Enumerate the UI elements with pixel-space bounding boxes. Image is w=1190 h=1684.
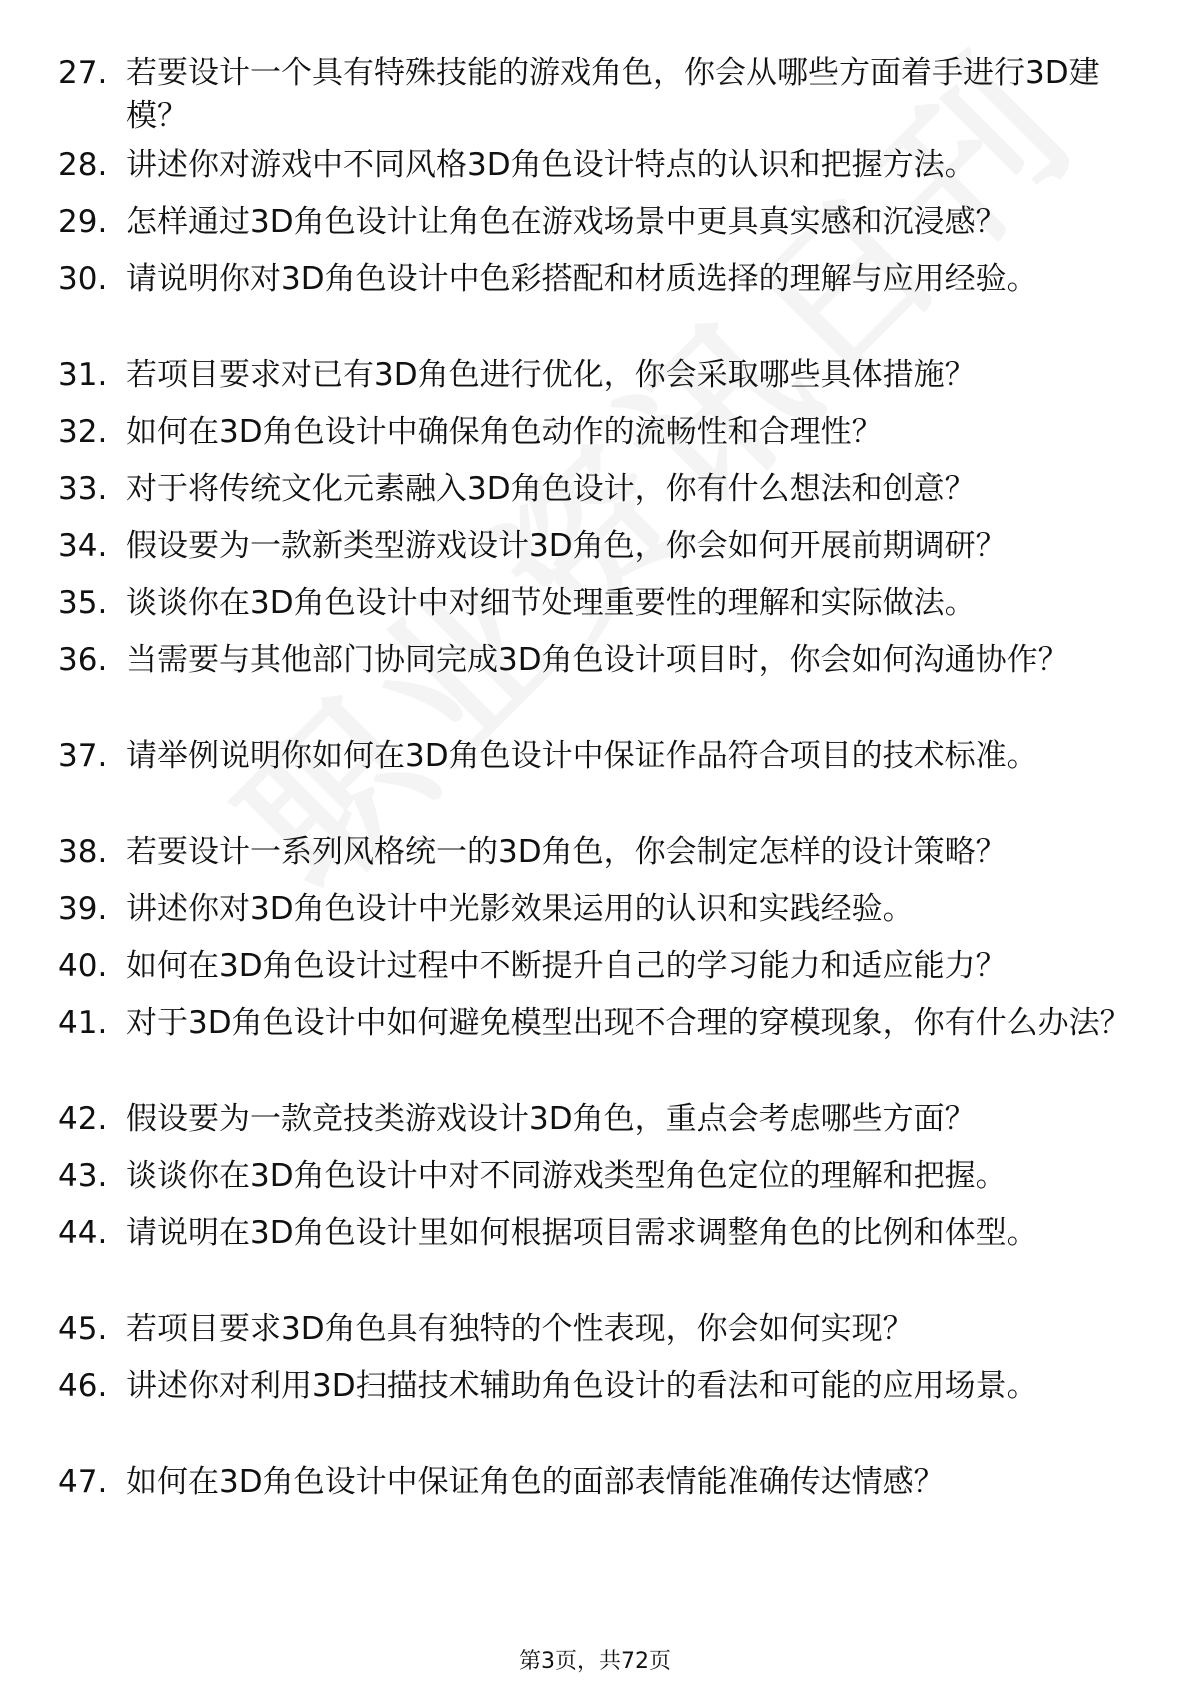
question-text: 若项目要求3D角色具有独特的个性表现，你会如何实现？	[126, 1311, 914, 1347]
question-number: 44.	[58, 1215, 108, 1251]
question-number: 42.	[58, 1101, 108, 1137]
question-text: 对于将传统文化元素融入3D角色设计，你有什么想法和创意？	[126, 471, 976, 507]
question-text: 请说明在3D角色设计里如何根据项目需求调整角色的比例和体型。	[126, 1215, 1038, 1251]
question-text: 如何在3D角色设计中确保角色动作的流畅性和合理性？	[126, 414, 883, 450]
page-footer: 第3页，共72页	[519, 1649, 671, 1674]
question-number: 27.	[58, 55, 108, 91]
question-text: 若项目要求对已有3D角色进行优化，你会采取哪些具体措施？	[126, 357, 976, 393]
question-text: 若要设计一系列风格统一的3D角色，你会制定怎样的设计策略？	[126, 834, 1007, 870]
question-number: 30.	[58, 261, 108, 297]
question-number: 34.	[58, 528, 108, 564]
question-text: 怎样通过3D角色设计让角色在游戏场景中更具真实感和沉浸感？	[126, 204, 1007, 240]
question-number: 39.	[58, 891, 108, 927]
watermark	[180, 0, 1117, 933]
question-text: 请说明你对3D角色设计中色彩搭配和材质选择的理解与应用经验。	[126, 261, 1038, 297]
question-number: 38.	[58, 834, 108, 870]
question-number: 35.	[58, 585, 108, 621]
question-number: 31.	[58, 357, 108, 393]
question-text: 假设要为一款竞技类游戏设计3D角色，重点会考虑哪些方面？	[126, 1101, 976, 1137]
question-text: 如何在3D角色设计中保证角色的面部表情能准确传达情感？	[126, 1464, 945, 1500]
question-number: 32.	[58, 414, 108, 450]
question-text: 谈谈你在3D角色设计中对不同游戏类型角色定位的理解和把握。	[126, 1158, 1007, 1194]
question-number: 47.	[58, 1464, 108, 1500]
question-number: 40.	[58, 948, 108, 984]
question-number: 28.	[58, 147, 108, 183]
question-number: 45.	[58, 1311, 108, 1347]
question-text: 讲述你对3D角色设计中光影效果运用的认识和实践经验。	[126, 891, 914, 927]
question-number: 37.	[58, 738, 108, 774]
question-number: 46.	[58, 1368, 108, 1404]
question-text: 如何在3D角色设计过程中不断提升自己的学习能力和适应能力？	[126, 948, 1007, 984]
question-number: 41.	[58, 1005, 108, 1041]
question-text: 谈谈你在3D角色设计中对细节处理重要性的理解和实际做法。	[126, 585, 976, 621]
question-number: 36.	[58, 642, 108, 678]
question-text: 假设要为一款新类型游戏设计3D角色，你会如何开展前期调研？	[126, 528, 1007, 564]
question-text: 讲述你对游戏中不同风格3D角色设计特点的认识和把握方法。	[126, 147, 976, 183]
question-text: 讲述你对利用3D扫描技术辅助角色设计的看法和可能的应用场景。	[126, 1368, 1038, 1404]
question-text: 当需要与其他部门协同完成3D角色设计项目时，你会如何沟通协作？	[126, 642, 1069, 678]
question-text: 请举例说明你如何在3D角色设计中保证作品符合项目的技术标准。	[126, 738, 1038, 774]
question-text: 若要设计一个具有特殊技能的游戏角色，你会从哪些方面着手进行3D建模？	[126, 55, 1100, 134]
question-text: 对于3D角色设计中如何避免模型出现不合理的穿模现象，你有什么办法？	[126, 1005, 1131, 1041]
question-number: 29.	[58, 204, 108, 240]
question-number: 33.	[58, 471, 108, 507]
question-number: 43.	[58, 1158, 108, 1194]
